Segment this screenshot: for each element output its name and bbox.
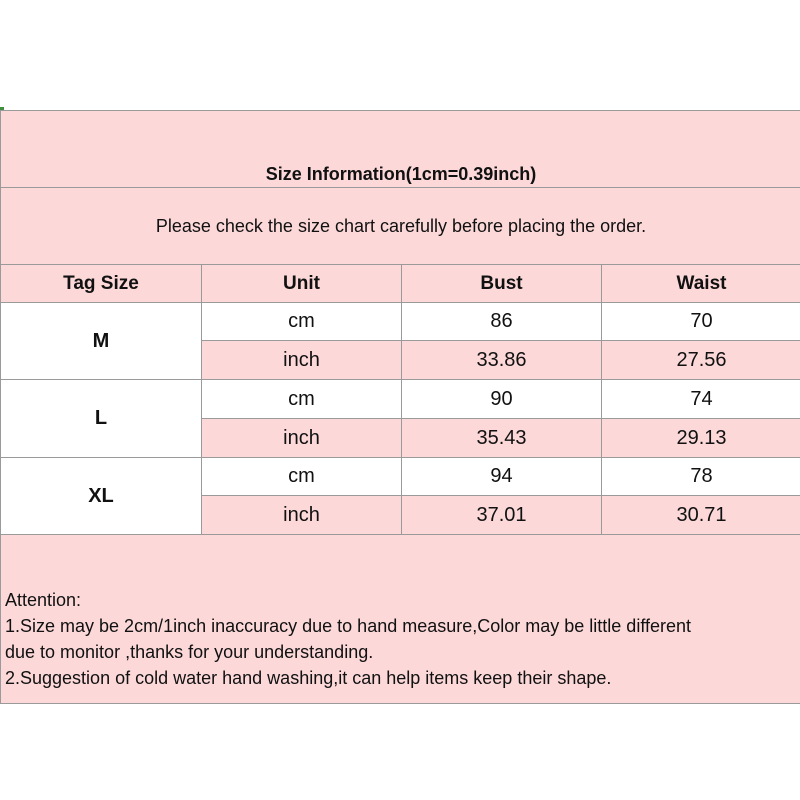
bust-cell: 33.86: [401, 341, 601, 380]
attention-line: 2.Suggestion of cold water hand washing,it can help items keep their shape.: [5, 668, 612, 688]
waist-cell: 30.71: [601, 496, 800, 535]
attention-heading: Attention:: [5, 590, 82, 610]
waist-cell: 27.56: [601, 341, 800, 380]
waist-cell: 29.13: [601, 419, 800, 458]
waist-cell: 70: [601, 303, 800, 341]
attention-notes: [1, 535, 800, 703]
tag-size-m: M: [1, 303, 201, 380]
size-chart-notice: Please check the size chart carefully before placing the order.: [1, 188, 800, 265]
unit-cell: inch: [201, 341, 401, 380]
unit-cell: inch: [201, 419, 401, 458]
bust-cell: 86: [401, 303, 601, 341]
bust-cell: 90: [401, 380, 601, 419]
header-unit: Unit: [201, 265, 401, 303]
header-bust: Bust: [401, 265, 601, 303]
waist-cell: 74: [601, 380, 800, 419]
attention-line: 1.Size may be 2cm/1inch inaccuracy due to hand measure,Color may be little different: [5, 616, 692, 636]
header-waist: Waist: [601, 265, 800, 303]
unit-cell: cm: [201, 303, 401, 341]
size-chart-title: Size Information(1cm=0.39inch): [1, 111, 800, 188]
unit-cell: inch: [201, 496, 401, 535]
size-chart-sheet: [0, 110, 800, 704]
bust-cell: 94: [401, 458, 601, 496]
tag-size-l: L: [1, 380, 201, 458]
tag-size-xl: XL: [1, 458, 201, 535]
bust-cell: 35.43: [401, 419, 601, 458]
header-tag-size: Tag Size: [1, 265, 201, 303]
unit-cell: cm: [201, 458, 401, 496]
waist-cell: 78: [601, 458, 800, 496]
attention-line: due to monitor ,thanks for your understanding.: [5, 642, 374, 662]
unit-cell: cm: [201, 380, 401, 419]
bust-cell: 37.01: [401, 496, 601, 535]
